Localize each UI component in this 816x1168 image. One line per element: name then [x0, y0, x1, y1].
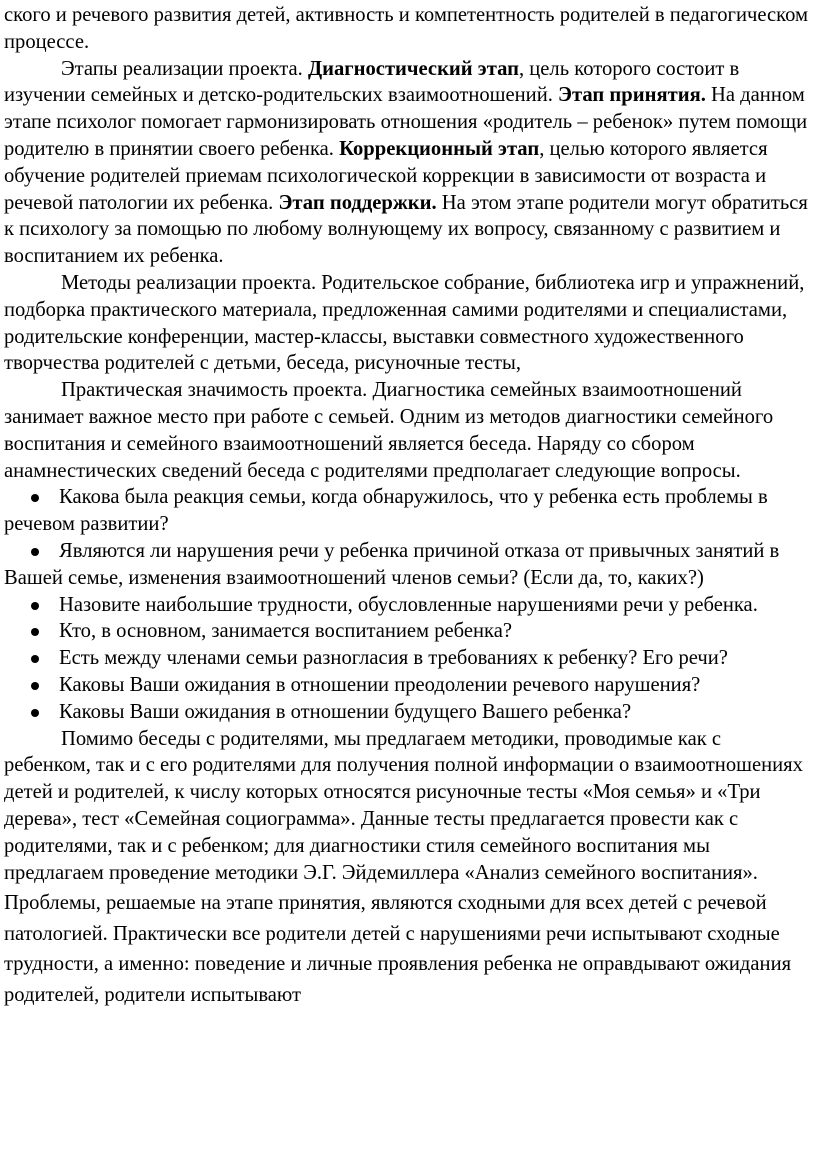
list-item: [4, 645, 812, 672]
stages-lead: Этапы реализации проекта.: [61, 57, 308, 80]
question-text: Кто, в основном, занимается воспитанием ребенка?: [59, 620, 513, 643]
stage-acceptance-text: На данном этапе психолог помогает гармонизировать отношения «родитель – ребенок» путем помощи родителю в принятии своего ребенка.: [4, 84, 808, 160]
list-item: [4, 484, 812, 538]
methods-beyond-paragraph: Помимо беседы с родителями, мы предлагаем методики, проводимые как с ребенком, так и с его родителями для получения полной информации о взаимоотношениях детей и родителей, к числу которых относятся рисуночные тесты «Моя семья» и «Три дерева», тест «Семейная социограмма». Данные тесты предлагается провести как с родителями, так и с ребенком; для диагностики стиля семейного воспитания мы предлагаем проведение методики Э.Г. Эйдемиллера «Анализ семейного воспитания».: [4, 727, 803, 884]
bullet-icon: [31, 655, 39, 663]
list-item: [4, 618, 812, 645]
question-text: Есть между членами семьи разногласия в требованиях к ребенку? Его речи?: [59, 647, 728, 670]
list-item: [4, 672, 812, 699]
question-text: Назовите наибольшие трудности, обусловленные нарушениями речи у ребенка.: [59, 593, 758, 616]
bullet-icon: [31, 602, 39, 610]
bullet-icon: [31, 709, 39, 717]
stage-correction-title: Коррекционный этап: [339, 137, 540, 160]
bullet-icon: [31, 628, 39, 636]
bullet-icon: [31, 494, 39, 502]
stage-diagnostic-text: , цель которого состоит в изучении семейных и детско-родительских взаимоотношений.: [4, 57, 740, 107]
stage-support-title: Этап поддержки.: [278, 191, 437, 214]
practical-paragraph: Практическая значимость проекта. Диагностика семейных взаимоотношений занимает важное место при работе с семьей. Одним из методов диагностики семейного воспитания и семейного взаимоотношений является беседа. Наряду со сбором анамнестических сведений беседа с родителями предполагает следующие вопросы.: [4, 379, 774, 482]
list-item: [4, 592, 812, 619]
stage-diagnostic-title: Диагностический этап: [307, 57, 519, 80]
bullet-icon: [31, 682, 39, 690]
list-item: [4, 538, 812, 592]
stage-support-text: На этом этапе родители могут обратиться к психологу за помощью по любому волнующему их вопросу, связанному с развитием и воспитанием их ребенка.: [4, 191, 808, 268]
methods-paragraph: Методы реализации проекта. Родительское собрание, библиотека игр и упражнений, подборка практического материала, предложенная самими родителями и специалистами, родительские конференции, мастер-классы, выставки совместного художественного творчества родителей с детьми, беседа, рисуночные тесты,: [4, 271, 805, 375]
problems-paragraph: Проблемы, решаемые на этапе принятия, являются сходными для всех детей с речевой патологией. Практически все родители детей с нарушениями речи испытывают сходные трудности, а именно: поведение и личные проявления ребенка не оправдывают ожидания родителей, родители испытывают: [4, 892, 792, 1006]
stages-paragraph: [4, 56, 812, 270]
question-text: Каковы Ваши ожидания в отношении будущего Вашего ребенка?: [59, 700, 632, 723]
bullet-icon: [31, 548, 39, 556]
document-body: [4, 2, 812, 1010]
question-text: Каковы Ваши ожидания в отношении преодолении речевого нарушения?: [59, 673, 701, 696]
question-text: Какова была реакция семьи, когда обнаружилось, что у ребенка есть проблемы в речевом развитии?: [4, 486, 768, 536]
questions-list: [4, 484, 812, 725]
intro-paragraph: ского и речевого развития детей, активность и компетентность родителей в педагогическом процессе.: [4, 4, 809, 53]
stage-correction-text: , целью которого является обучение родителей приемам психологической коррекции в зависимости от возраста и речевой патологии их ребенка.: [4, 137, 768, 214]
list-item: [4, 699, 812, 726]
question-text: Являются ли нарушения речи у ребенка причиной отказа от привычных занятий в Вашей семье, изменения взаимоотношений членов семьи? (Если да, то, каких?): [4, 539, 780, 589]
stage-acceptance-title: Этап принятия.: [558, 84, 706, 107]
